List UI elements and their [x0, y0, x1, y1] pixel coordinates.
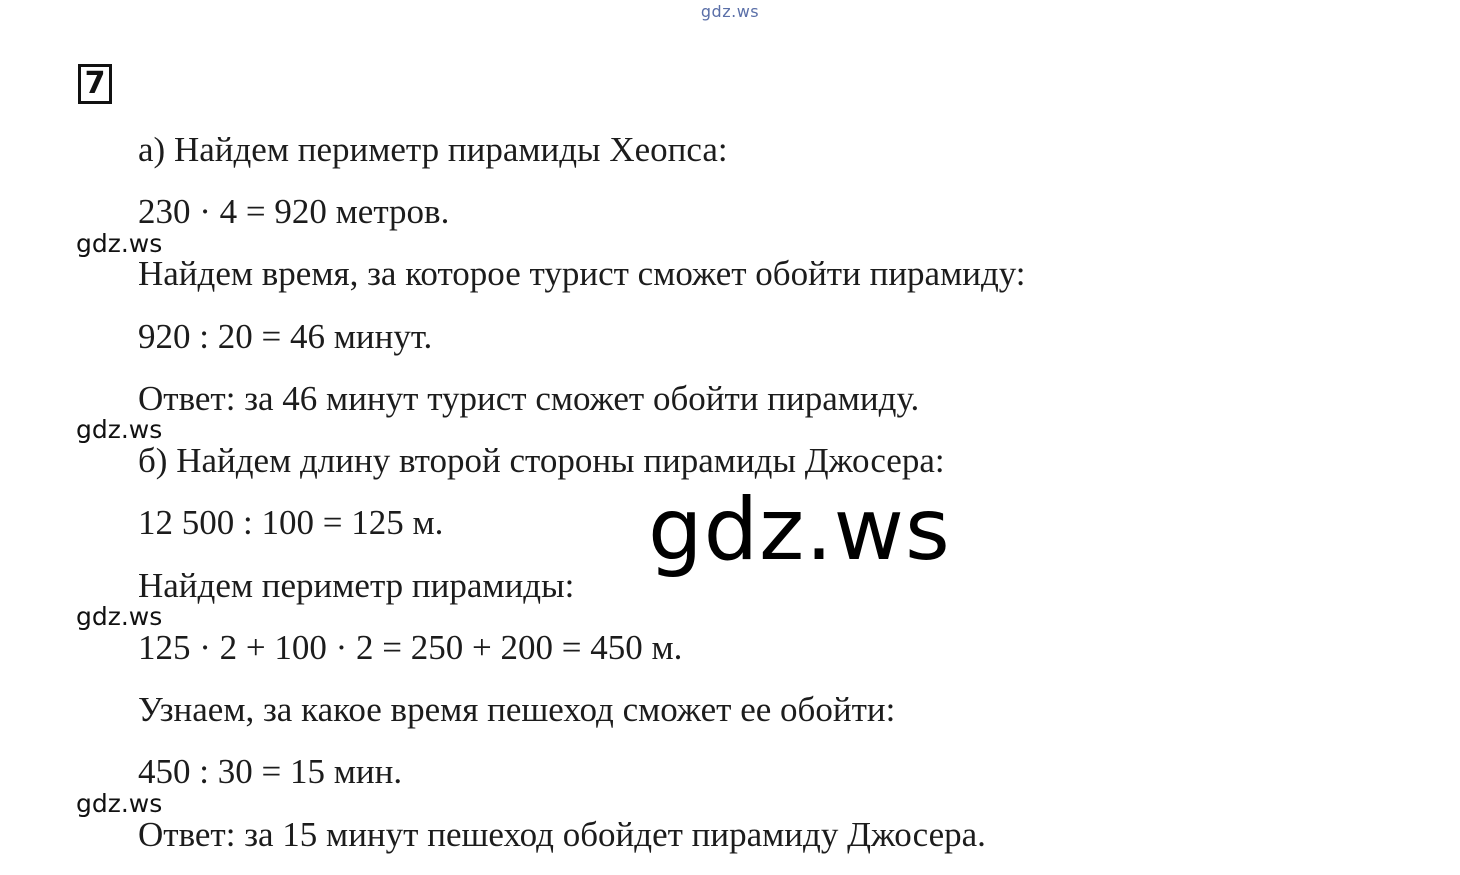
part-b-heading: б) Найдем длину второй стороны пирамиды Джосера:	[138, 441, 945, 480]
part-b-time-calc: 450 : 30 = 15 мин.	[138, 752, 403, 791]
side-watermark-1: gdz.ws	[76, 229, 163, 258]
side-watermark-4: gdz.ws	[76, 789, 163, 818]
top-watermark: gdz.ws	[700, 2, 760, 21]
part-a-answer: Ответ: за 46 минут турист сможет обойти пирамиду.	[138, 379, 920, 418]
side-watermark-3: gdz.ws	[76, 602, 163, 631]
task-number: 7	[78, 64, 112, 104]
center-watermark: gdz.ws	[648, 480, 951, 580]
part-b-answer: Ответ: за 15 минут пешеход обойдет пирамиду Джосера.	[138, 815, 986, 854]
part-a-heading: а) Найдем периметр пирамиды Хеопса:	[138, 130, 728, 169]
part-b-perimeter-calc: 125 · 2 + 100 · 2 = 250 + 200 = 450 м.	[138, 628, 683, 667]
side-watermark-2: gdz.ws	[76, 415, 163, 444]
part-b-perimeter-heading: Найдем периметр пирамиды:	[138, 566, 575, 605]
part-b-side-calc: 12 500 : 100 = 125 м.	[138, 503, 444, 542]
part-a-time-calc: 920 : 20 = 46 минут.	[138, 317, 433, 356]
part-b-time-heading: Узнаем, за какое время пешеход сможет ее обойти:	[138, 690, 896, 729]
part-a-perimeter-calc: 230 · 4 = 920 метров.	[138, 192, 450, 231]
part-a-time-heading: Найдем время, за которое турист сможет обойти пирамиду:	[138, 254, 1026, 293]
